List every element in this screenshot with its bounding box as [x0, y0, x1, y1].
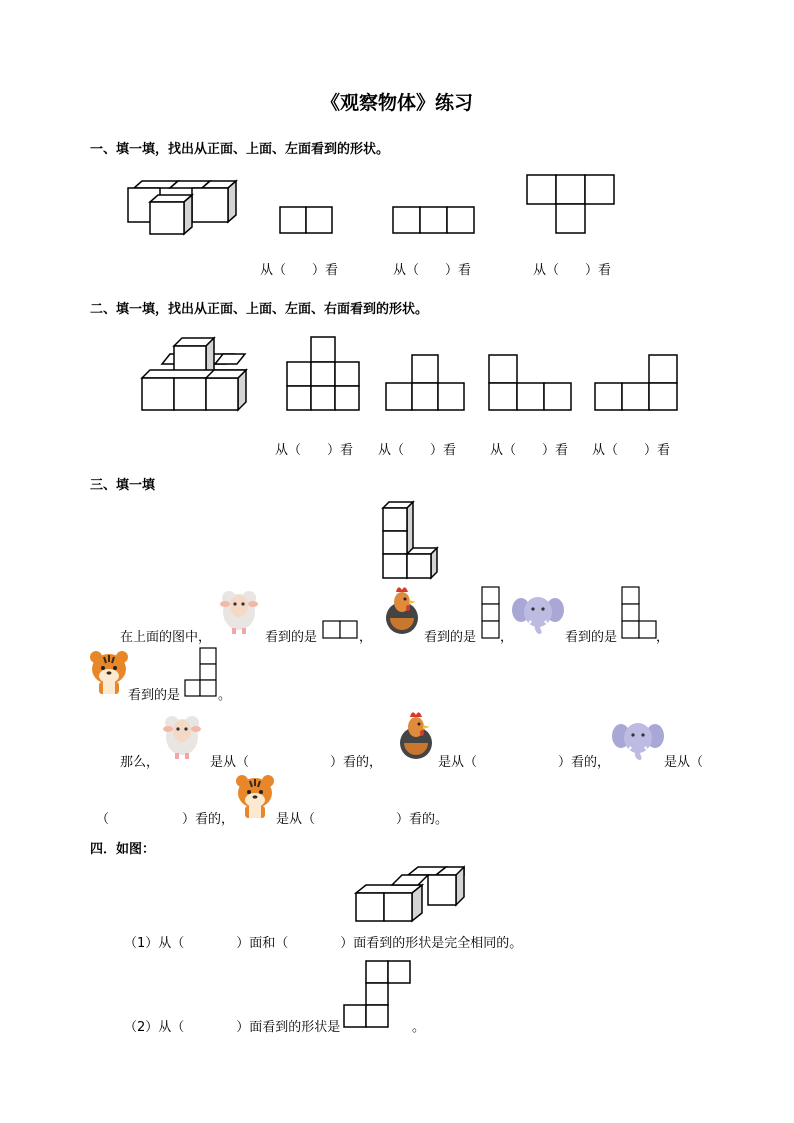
q3-elephant-seen: 看到的是 [565, 630, 618, 645]
tiger-icon [88, 649, 130, 695]
q1-blank-3[interactable]: 从（ ）看 [533, 263, 612, 278]
q1-view-c [526, 174, 616, 234]
q3-sheep-blank-end[interactable]: ）看的， [330, 755, 383, 770]
question-2-heading: 二、填一填，找出从正面、上面、左面、右面看到的形状。 [90, 302, 429, 317]
q2-blank-3[interactable]: 从（ ）看 [490, 443, 569, 458]
q3-elephant-paren: （ [96, 812, 110, 827]
q3-then: 那么， [120, 755, 160, 770]
sheep-icon-2 [162, 709, 202, 761]
q3-sheep-view [322, 620, 360, 640]
question-3-heading: 三、填一填 [90, 478, 156, 493]
rooster-icon-2 [396, 709, 436, 761]
q4-sub2-a[interactable]: （2）从（ ）面看到的形状是 [124, 1020, 341, 1035]
q3-cube-figure [381, 500, 441, 582]
elephant-icon-2 [613, 716, 663, 762]
q3-sheep-from: 是从（ [210, 755, 250, 770]
q3-elephant-blank-end[interactable]: ）看的， [182, 812, 235, 827]
q3-comma-2: ， [500, 630, 514, 645]
question-4-heading: 四．如图： [90, 842, 156, 857]
elephant-icon [513, 590, 563, 636]
q1-view-a [279, 206, 335, 234]
q3-comma-1: ， [359, 630, 373, 645]
q3-period-1: 。 [218, 688, 232, 703]
q4-cube-figure [352, 861, 468, 923]
q2-cube-figure [140, 334, 262, 414]
rooster-icon [382, 584, 422, 636]
q3-tiger-from: 是从（ [276, 812, 316, 827]
q3-comma-3: ， [656, 630, 670, 645]
q4-sub2-b: 。 [412, 1020, 426, 1035]
sheep-icon [219, 584, 259, 636]
q3-rooster-from: 是从（ [438, 755, 478, 770]
q1-cube-figure [126, 178, 238, 238]
q2-blank-1[interactable]: 从（ ）看 [275, 443, 354, 458]
q3-tiger-seen: 看到的是 [128, 688, 181, 703]
q4-view [343, 960, 413, 1030]
q3-elephant-view [621, 586, 659, 641]
q2-blank-2[interactable]: 从（ ）看 [378, 443, 457, 458]
q1-view-b [392, 206, 476, 234]
tiger-icon-2 [234, 773, 276, 819]
q2-view-d [594, 354, 680, 412]
question-1-heading: 一、填一填，找出从正面、上面、左面看到的形状。 [90, 142, 390, 157]
q3-sheep-seen: 看到的是 [265, 630, 318, 645]
q2-view-c [488, 354, 574, 412]
q1-blank-1[interactable]: 从（ ）看 [260, 263, 339, 278]
q3-elephant-from: 是从（ [664, 755, 704, 770]
q1-blank-2[interactable]: 从（ ）看 [393, 263, 472, 278]
q3-tiger-blank-end[interactable]: ）看的。 [396, 812, 449, 827]
q2-view-b [385, 354, 467, 412]
q3-rooster-blank-end[interactable]: ）看的， [558, 755, 611, 770]
q3-tiger-view [184, 647, 222, 699]
q4-sub1[interactable]: （1）从（ ）面和（ ）面看到的形状是完全相同的。 [124, 936, 523, 951]
q3-line1-intro: 在上面的图中， [120, 630, 212, 645]
page-title: 《观察物体》练习 [320, 92, 473, 114]
q3-rooster-seen: 看到的是 [424, 630, 477, 645]
q2-blank-4[interactable]: 从（ ）看 [592, 443, 671, 458]
q2-view-a [286, 336, 364, 412]
q3-rooster-view [481, 586, 501, 641]
